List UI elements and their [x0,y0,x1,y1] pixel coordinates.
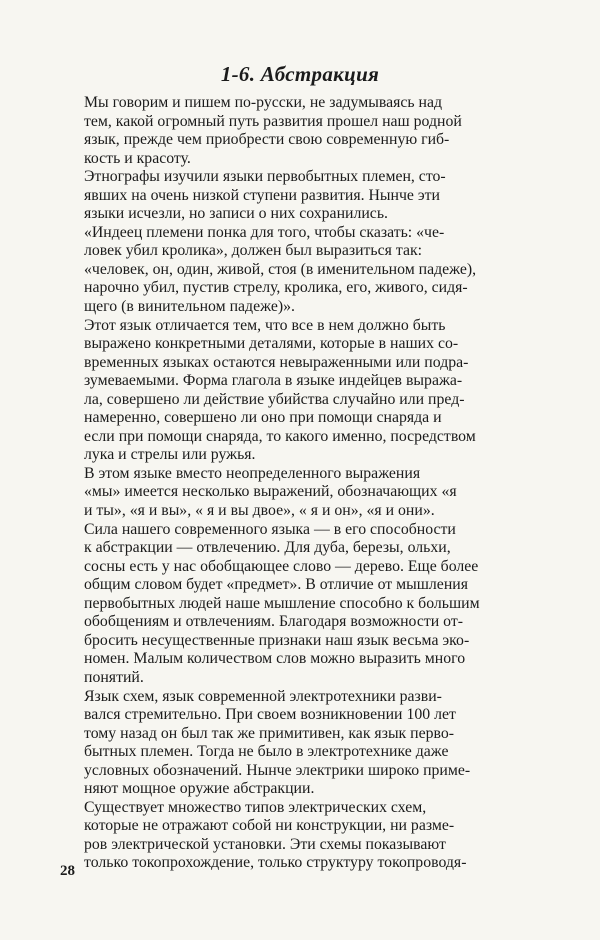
text-line: язык, прежде чем приобрести свою современную гиб- [84,131,450,149]
paragraph [60,688,542,799]
text-line: нарочно убил, пустив стрелу, кролика, его, живого, сидя- [84,279,468,297]
text-line: номен. Малым количеством слов можно выразить много [84,650,466,668]
text-line: Этнографы изучили языки первобытных племен, сто- [84,168,446,186]
text-line: Этот язык отличается тем, что все в нем должно быть [84,316,446,334]
text-line: явших на очень низкой ступени развития. Нынче эти [84,186,441,204]
text-line: «человек, он, один, живой, стоя (в именительном падеже), [84,260,477,278]
text-line: которые не отражают собой ни конструкции, ни разме- [84,817,455,835]
text-line: сосны есть у нас обобщающее слово — дерево. Еще более [84,557,479,575]
paragraph [60,94,542,168]
text-line: если при помощи снаряда, то какого именно, посредством [84,427,476,445]
text-line: языки исчезли, но записи о них сохранились. [84,205,388,223]
text-line: понятий. [84,668,144,686]
text-line: намеренно, совершено ли оно при помощи снаряда и [84,409,442,427]
text-line: вался стремительно. При своем возникновении 100 лет [84,706,456,724]
text-line: зумеваемыми. Форма глагола в языке индейцев выража- [84,372,463,390]
text-line: условных обозначений. Нынче электрики широко приме- [84,761,471,779]
paragraph [60,465,542,521]
text-line: Мы говорим и пишем по-русски, не задумываясь над [84,94,443,111]
text-line: тому назад он был так же примитивен, как язык перво- [84,724,455,742]
text-line: ла, совершено ли действие убийства случайно или пред- [84,390,465,408]
page-number: 28 [60,863,75,879]
text-line: Сила нашего современного языка — в его способности [84,520,456,538]
text-line: тем, какой огромный путь развития прошел наш родной [84,112,462,130]
text-line: Существует множество типов электрических схем, [84,798,427,816]
text-line: только токопрохождение, только структуру токопроводя- [84,854,467,872]
text-line: первобытных людей наше мышление способно к большим [84,594,480,612]
text-line: кость и красоту. [84,149,191,167]
body-text [60,94,542,873]
paragraph [60,317,542,465]
paragraph [60,799,542,873]
text-line: Язык схем, язык современной электротехники разви- [84,687,442,705]
text-line: няют мощное оружие абстракции. [84,780,315,798]
text-line: и ты», «я и вы», « я и вы двое», « я и он», «я и они». [84,502,435,520]
text-line: общим словом будет «предмет». В отличие от мышления [84,576,468,594]
paragraph [60,168,542,224]
text-line: обобщениям и отвлечениям. Благодаря возможности от- [84,613,463,631]
text-line: «мы» имеется несколько выражений, обозначающих «я [84,483,457,501]
text-line: щего (в винительном падеже)». [84,298,295,316]
section-heading: 1-6. Абстракция [220,62,380,86]
text-line: к абстракции — отвлечению. Для дуба, березы, ольхи, [84,539,451,557]
text-line: ловек убил кролика», должен был выразиться так: [84,242,423,260]
text-line: выражено конкретными деталями, которые в наших со- [84,335,459,353]
paragraph [60,521,542,688]
text-line: «Индеец племени понка для того, чтобы сказать: «че- [84,223,445,241]
text-line: временных языках остаются невыраженными или подра- [84,353,469,371]
text-line: бросить несущественные признаки наш язык весьма эко- [84,631,470,649]
text-line: В этом языке вместо неопределенного выражения [84,464,421,482]
text-line: ров электрической установки. Эти схемы показывают [84,835,446,853]
paragraph [60,224,542,317]
text-line: лука и стрелы или ружья. [84,446,256,464]
text-line: бытных племен. Тогда не было в электротехнике даже [84,743,449,761]
